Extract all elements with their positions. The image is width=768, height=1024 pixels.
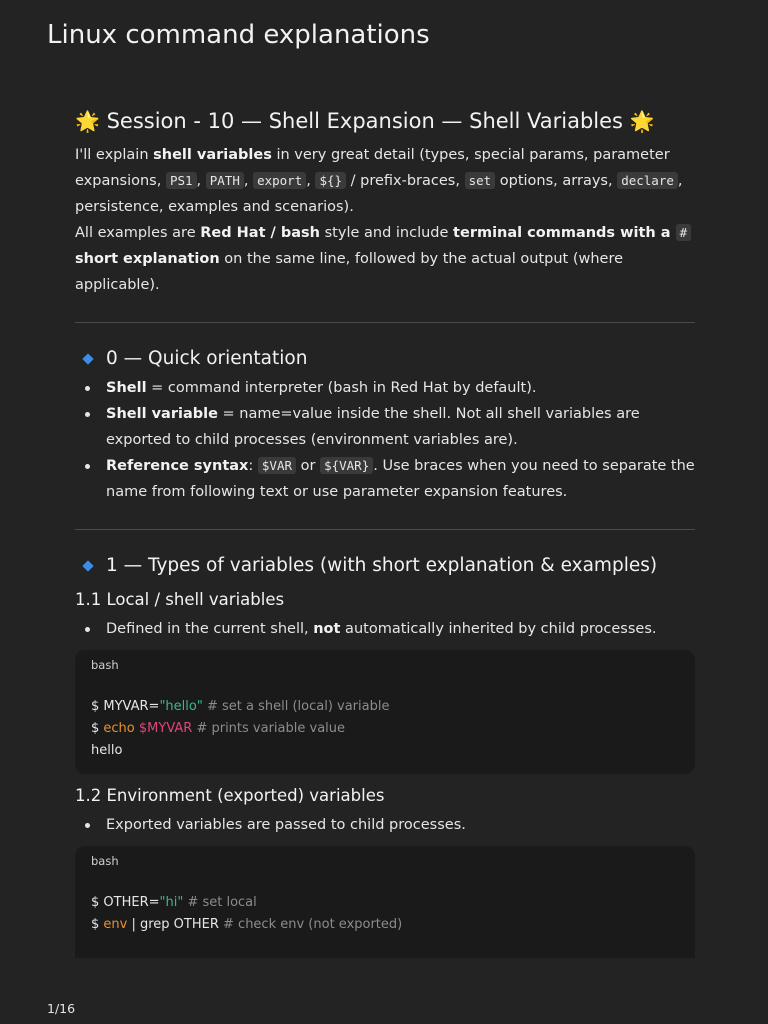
section-heading-text: 0 — Quick orientation <box>106 348 308 369</box>
code-line <box>91 892 679 914</box>
code-variable: $MYVAR <box>138 721 193 736</box>
text: , <box>243 173 254 189</box>
text: options, arrays, <box>495 173 618 189</box>
divider <box>75 322 695 323</box>
text: automatically inherited by child processes. <box>340 621 657 637</box>
section-heading-text: 1 — Types of variables (with short explanation & examples) <box>106 555 658 576</box>
code-comment: # set a shell (local) variable <box>202 699 390 714</box>
bold-text: terminal commands with a <box>453 225 676 241</box>
code-line <box>91 914 679 936</box>
code-language-label: bash <box>91 854 119 868</box>
code-line <box>91 718 679 740</box>
session-heading-text: Session - 10 — Shell Expansion — Shell Variables <box>106 109 623 133</box>
divider <box>75 529 695 530</box>
text: : <box>248 458 258 474</box>
list-item <box>75 401 695 453</box>
star-icon: 🌟 <box>629 109 655 133</box>
inline-code: ${} <box>315 172 346 189</box>
code-block[interactable] <box>75 846 695 958</box>
code-language-label: bash <box>91 658 119 672</box>
inline-code: # <box>676 224 692 241</box>
star-icon: 🌟 <box>75 109 100 133</box>
bold-text: Reference syntax <box>106 458 249 474</box>
text: = name=value inside the shell. Not all shell variables are exported to child processes (environment variables are). <box>106 406 640 448</box>
text: . Use braces when you need to separate the name from following text or use parameter expansion features. <box>106 458 695 500</box>
bold-text: Red Hat / bash <box>200 225 321 241</box>
inline-code: ${VAR} <box>320 457 373 474</box>
list-item <box>75 453 695 505</box>
bold-text: Shell variable <box>106 406 218 422</box>
subsection-1-2-list <box>75 812 695 838</box>
intro-paragraph-2 <box>75 220 695 298</box>
text: or <box>296 458 321 474</box>
code-string: "hello" <box>159 699 203 714</box>
bold-text: shell variables <box>153 147 272 163</box>
inline-code: PATH <box>206 172 244 189</box>
code-comment: # prints variable value <box>192 721 346 736</box>
text: , <box>306 173 316 189</box>
bold-text: short explanation <box>75 251 220 267</box>
intro-paragraph-1 <box>75 142 695 220</box>
subsection-1-1-list <box>75 616 695 642</box>
list-item: Exported variables are passed to child processes. <box>75 812 695 838</box>
text: style and include <box>320 225 454 241</box>
text: Defined in the current shell, <box>106 621 314 637</box>
code-block[interactable] <box>75 650 695 774</box>
code-comment: # set local <box>183 895 257 910</box>
inline-code: $VAR <box>258 457 296 474</box>
code-text: $ <box>91 721 104 736</box>
code-text: $ MYVAR= <box>91 699 160 714</box>
subsection-1-2-heading: 1.2 Environment (exported) variables <box>75 786 385 805</box>
inline-code: PS1 <box>166 172 197 189</box>
code-text: hello <box>91 743 123 758</box>
inline-code: set <box>465 172 496 189</box>
text: I'll explain <box>75 147 154 163</box>
section-0-heading <box>75 345 695 373</box>
code-text: $ OTHER= <box>91 895 160 910</box>
page-number: 1/16 <box>47 1001 76 1016</box>
orientation-list <box>75 375 695 505</box>
code-keyword: env <box>103 917 128 932</box>
code-line <box>91 696 679 718</box>
bold-text: Shell <box>106 380 147 396</box>
bold-text: not <box>313 621 341 637</box>
page-title: Linux command explanations <box>47 20 430 50</box>
inline-code: export <box>253 172 306 189</box>
text: in very great detail (types, special params, parameter expansions, <box>75 147 670 189</box>
blue-diamond-icon <box>82 353 93 364</box>
code-string: "hi" <box>159 895 184 910</box>
section-1-heading <box>75 552 695 580</box>
text: on the same line, followed by the actual output (where applicable). <box>75 251 624 293</box>
session-heading <box>75 106 695 136</box>
text: All examples are <box>75 225 201 241</box>
code-text: | grep OTHER <box>127 917 219 932</box>
subsection-1-1-heading: 1.1 Local / shell variables <box>75 590 285 609</box>
document-content <box>75 106 695 958</box>
list-item <box>75 375 695 401</box>
code-output-line <box>91 740 679 762</box>
code-keyword: echo <box>103 721 135 736</box>
code-comment: # check env (not exported) <box>218 917 403 932</box>
text: , persistence, examples and scenarios). <box>75 173 683 215</box>
text: = command interpreter (bash in Red Hat by default). <box>146 380 537 396</box>
list-item <box>75 616 695 642</box>
text: / prefix-braces, <box>346 173 465 189</box>
blue-diamond-icon <box>82 560 93 571</box>
code-text: $ <box>91 917 104 932</box>
text: , <box>196 173 206 189</box>
inline-code: declare <box>617 172 678 189</box>
